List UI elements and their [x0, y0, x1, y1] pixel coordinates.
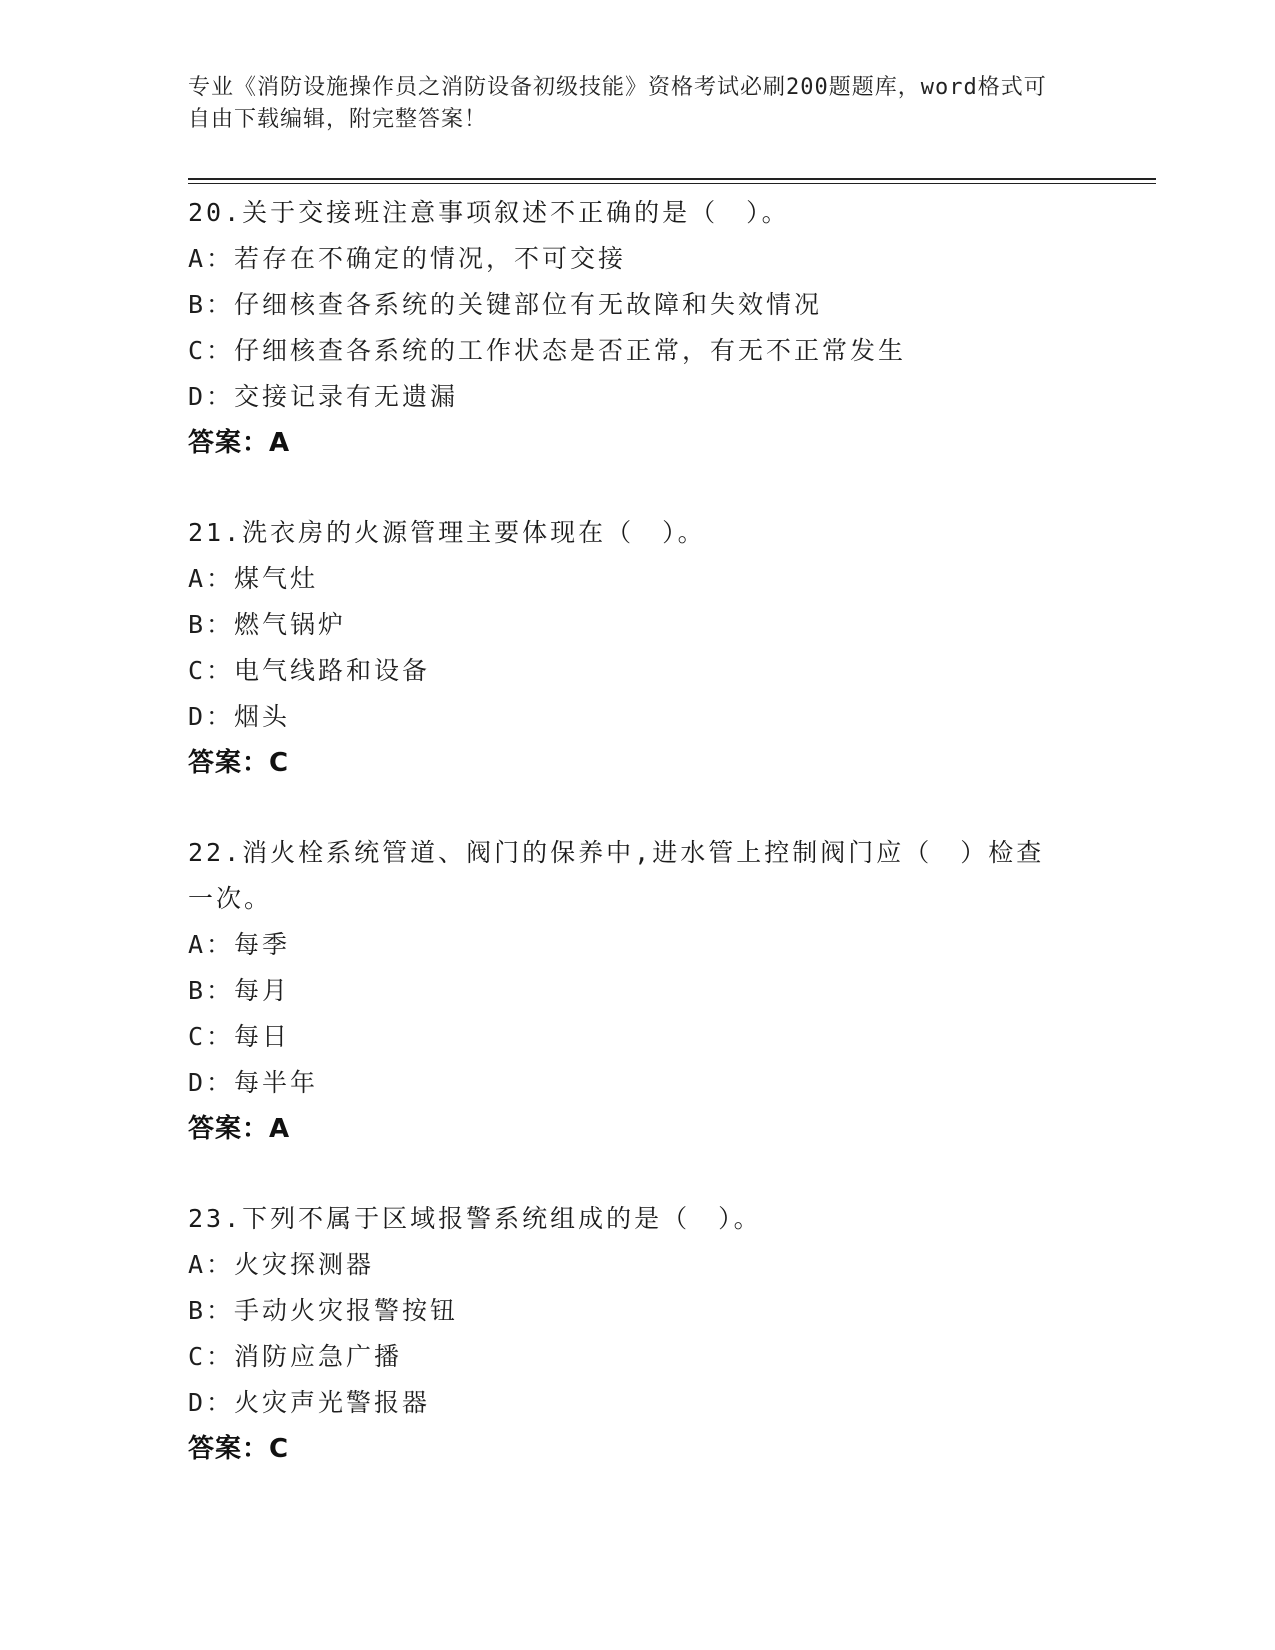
question-stem: 20.关于交接班注意事项叙述不正确的是（ ）。: [188, 198, 790, 227]
option-a: A：每季: [188, 930, 291, 959]
answer: 答案：C: [188, 1434, 290, 1464]
option-c: C：消防应急广播: [188, 1342, 403, 1371]
option-a: A：煤气灶: [188, 564, 319, 593]
question-20: [188, 190, 1068, 466]
option-d: D：烟头: [188, 702, 291, 731]
option-b: B：每月: [188, 976, 291, 1005]
option-b: B：燃气锅炉: [188, 610, 347, 639]
question-stem: 21.洗衣房的火源管理主要体现在（ ）。: [188, 518, 706, 547]
question-stem: 22.消火栓系统管道、阀门的保养中,进水管上控制阀门应（ ）检查一次。: [188, 838, 1045, 913]
answer: 答案：A: [188, 1114, 291, 1144]
option-c: C：仔细核查各系统的工作状态是否正常，有无不正常发生: [188, 336, 907, 365]
answer: 答案：C: [188, 748, 290, 778]
question-list: [188, 190, 1068, 1516]
option-c: C：电气线路和设备: [188, 656, 431, 685]
header-divider-thin: [188, 183, 1156, 184]
option-d: D：火灾声光警报器: [188, 1388, 431, 1417]
option-a: A：若存在不确定的情况，不可交接: [188, 244, 627, 273]
option-b: B：手动火灾报警按钮: [188, 1296, 459, 1325]
option-d: D：每半年: [188, 1068, 319, 1097]
question-21: [188, 510, 1068, 786]
question-22: [188, 830, 1068, 1152]
question-stem: 23.下列不属于区域报警系统组成的是（ ）。: [188, 1204, 762, 1233]
answer: 答案：A: [188, 428, 291, 458]
option-d: D：交接记录有无遗漏: [188, 382, 459, 411]
document-header: 专业《消防设施操作员之消防设备初级技能》资格考试必刷200题题库，word格式可自由下载编辑，附完整答案！: [188, 75, 1047, 132]
question-23: [188, 1196, 1068, 1472]
header-divider-thick: [188, 178, 1156, 180]
option-c: C：每日: [188, 1022, 291, 1051]
option-a: A：火灾探测器: [188, 1250, 375, 1279]
option-b: B：仔细核查各系统的关键部位有无故障和失效情况: [188, 290, 823, 319]
